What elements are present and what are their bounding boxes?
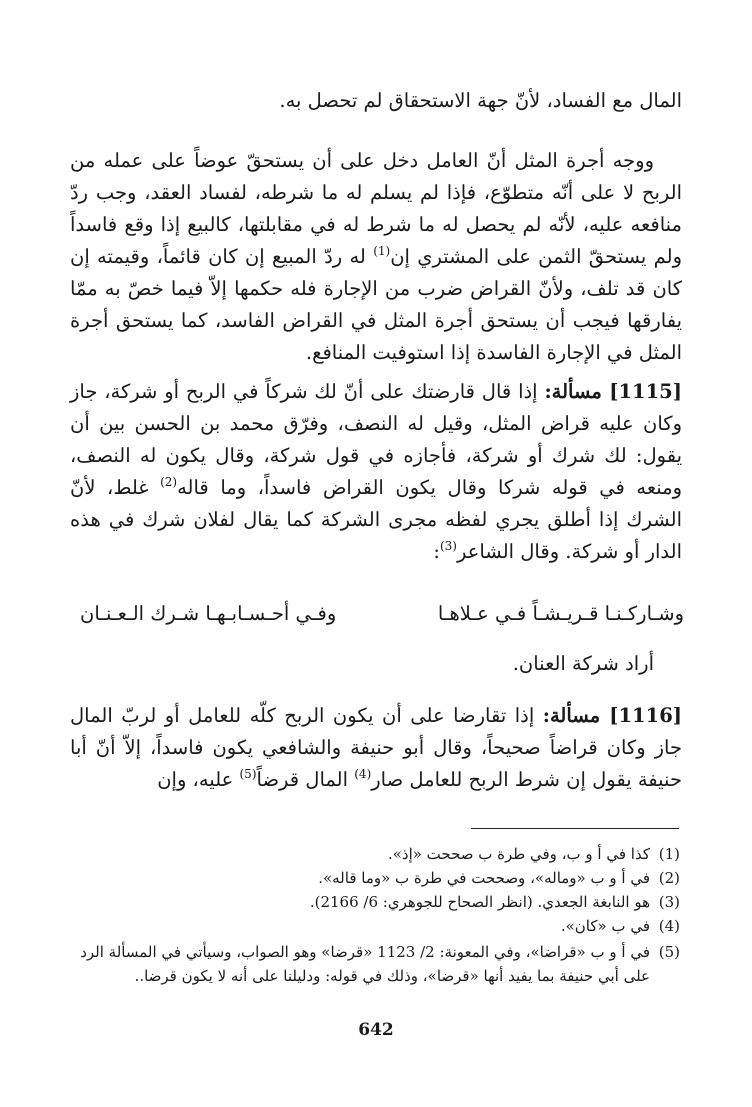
paragraph-text: المال مع الفساد، لأنّ جهة الاستحقاق لم تحصل به. — [279, 89, 682, 112]
footnote-number: (2) — [658, 869, 680, 887]
poetry-verse — [80, 598, 684, 630]
footnote-number: (3) — [658, 893, 680, 911]
footnote-divider — [471, 828, 679, 829]
footnote-number: (4) — [658, 917, 680, 935]
footnote-text: هو النابغة الجعدي. (انظر الصحاح للجوهري: 6/ 2166). — [309, 893, 650, 911]
footnote-2 — [68, 866, 680, 890]
paragraph-wage-argument — [70, 145, 682, 369]
footnote-marker-5: (5) — [239, 767, 257, 781]
footnote-number: (5) — [658, 943, 680, 961]
footnote-4 — [68, 914, 680, 938]
issue-number: [1115] مسألة: — [544, 380, 682, 403]
paragraph-text: له ردّ المبيع إن كان قائماً، وقيمته إن كان قد تلف، ولأنّ القراض ضرب من الإجارة فله حكمها إلاّ فيما خصّ به ممّا يفارقها فيجب أن يستحق أجرة المثل في القراض الفاسد، كما يستحق أجرة المثل في الإجارة الفاسدة إذا استوفيت المنافع. — [70, 245, 682, 364]
paragraph-text: أراد شركة العنان. — [512, 652, 654, 675]
footnote-5 — [68, 940, 680, 988]
footnote-text-continued: على أبي حنيفة بما يفيد أنها «قرضا»، وذلك في قوله: ودليلنا على أنه لا يكون قرضا.. — [134, 967, 650, 985]
footnote-1 — [68, 842, 680, 866]
issue-1115 — [70, 376, 682, 568]
paragraph-text: : — [433, 540, 440, 563]
issue-1116 — [70, 700, 682, 796]
footnote-text: في أ و ب «قراضا»، وفي المعونة: 2/ 1123 «قرضا» وهو الصواب، وسيأتي في المسألة الرد — [80, 943, 650, 961]
footnote-marker-2: (2) — [160, 475, 178, 489]
paragraph-continuation — [70, 85, 682, 117]
paragraph-text: غلط، لأنّ الشرك إذا أطلق يجري لفظه مجرى الشركة كما يقال لفلان شرك في هذه الدار أو شركة. وقال الشاعر — [70, 476, 682, 563]
issue-number: [1116] مسألة: — [542, 704, 682, 727]
paragraph-text: إذا تقارضا على أن يكون الربح كلّه للعامل أو لربّ المال جاز وكان قراضاً صحيحاً، وقال أبو حنيفة والشافعي يكون فاسداً، إلاّ أنّ أبا حنيفة يقول إن شرط الربح للعامل صار — [70, 704, 682, 791]
paragraph-text: ووجه أجرة المثل أنّ العامل دخل على أن يستحقّ عوضاً على عمله من الربح لا على أنّه متطوّع، فإذا لم يسلم له ما شرطه، لفساد العقد، وجب ردّ منافعه عليه، لأنّه لم يحصل له ما شرط له في مقابلتها، كالبيع إذا وقع فاسداً ولم يستحقّ الثمن على المشتري إن — [70, 149, 683, 268]
paragraph-shirkat-inan — [70, 648, 682, 680]
paragraph-text: المال قرضاً — [256, 768, 355, 791]
footnote-marker-1: (1) — [373, 244, 391, 258]
footnote-marker-4: (4) — [354, 767, 372, 781]
page-number: 642 — [358, 1020, 394, 1040]
verse-first-hemistich: وشـاركـنـا قـريـشـاً فـي عـلاهـا — [437, 602, 684, 625]
paragraph-text: إذا قال قارضتك على أنّ لك شركاً في الربح أو شركة، جاز وكان عليه قراض المثل، وقيل له النصف، وفرّق محمد بن الحسن بين أن يقول: لك شرك أو شركة، فأجازه في قول شركة، وقال يكون له النصف، ومنعه في قوله شركا وقال يكون القراض فاسداً، وما قاله — [70, 380, 682, 499]
paragraph-text: عليه، وإن — [157, 768, 240, 791]
footnote-marker-3: (3) — [439, 539, 457, 553]
verse-second-hemistich: وفـي أحـسـابـهـا شـرك الـعـنـان — [80, 602, 337, 625]
footnote-text: في ب «كان». — [560, 917, 650, 935]
footnote-number: (1) — [658, 845, 680, 863]
footnote-text: في أ و ب «وماله»، وصححت في طرة ب «وما قاله». — [318, 869, 650, 887]
footnote-text: كذا في أ و ب، وفي طرة ب صححت «إذ». — [387, 845, 650, 863]
footnote-3 — [68, 890, 680, 914]
